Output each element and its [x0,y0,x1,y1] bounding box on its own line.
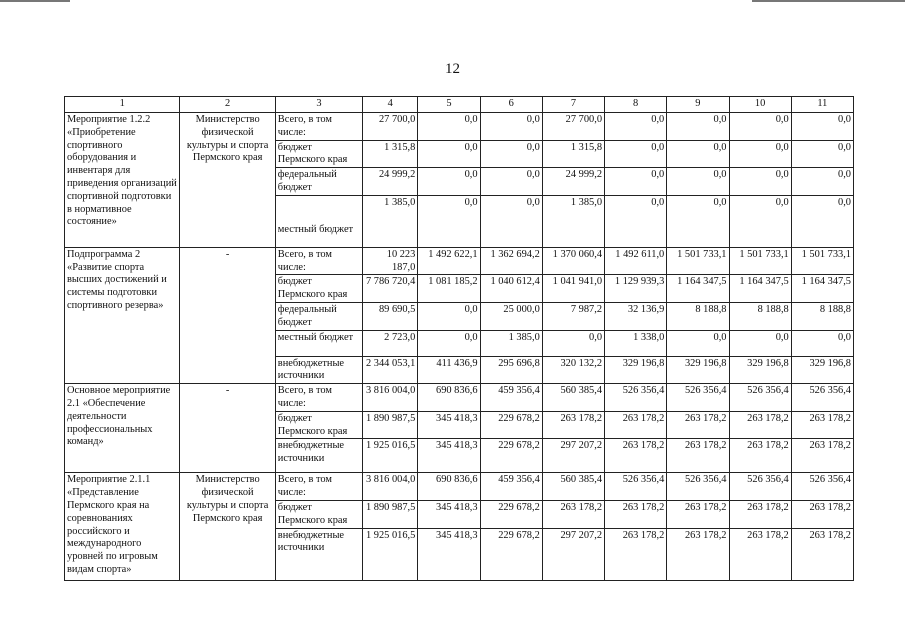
funding-source-cell: внебюджетные источники [275,528,362,580]
amount-cell: 263 178,2 [791,528,853,580]
column-header: 5 [418,97,480,113]
amount-cell: 1 385,0 [542,195,604,247]
amount-cell: 0,0 [729,140,791,168]
funding-source-cell: бюджет Пермского края [275,411,362,439]
amount-cell: 263 178,2 [542,411,604,439]
amount-cell: 0,0 [605,113,667,141]
amount-cell: 1 501 733,1 [667,247,729,275]
amount-cell: 0,0 [418,330,480,356]
amount-cell: 27 700,0 [363,113,418,141]
amount-cell: 0,0 [729,168,791,196]
table-body [65,113,854,581]
funding-source-cell: бюджет Пермского края [275,500,362,528]
amount-cell: 345 418,3 [418,411,480,439]
amount-cell: 263 178,2 [791,411,853,439]
scan-top-line-left [0,0,70,2]
amount-cell: 0,0 [480,195,542,247]
column-header: 10 [729,97,791,113]
amount-cell: 526 356,4 [605,473,667,501]
amount-cell: 297 207,2 [542,528,604,580]
table-header-row [65,97,854,113]
amount-cell: 89 690,5 [363,302,418,330]
amount-cell: 295 696,8 [480,356,542,384]
amount-cell: 229 678,2 [480,411,542,439]
amount-cell: 690 836,6 [418,473,480,501]
amount-cell: 1 370 060,4 [542,247,604,275]
column-header: 3 [275,97,362,113]
amount-cell: 690 836,6 [418,384,480,412]
amount-cell: 0,0 [418,168,480,196]
amount-cell: 459 356,4 [480,384,542,412]
amount-cell: 2 344 053,1 [363,356,418,384]
amount-cell: 7 786 720,4 [363,275,418,303]
funding-source-cell: бюджет Пермского края [275,275,362,303]
amount-cell: 8 188,8 [729,302,791,330]
amount-cell: 0,0 [729,330,791,356]
amount-cell: 263 178,2 [605,411,667,439]
column-header: 7 [542,97,604,113]
amount-cell: 1 315,8 [363,140,418,168]
funding-source-cell: внебюджетные источники [275,439,362,473]
amount-cell: 8 188,8 [791,302,853,330]
funding-source-cell: внебюджетные источники [275,356,362,384]
amount-cell: 0,0 [791,140,853,168]
amount-cell: 7 987,2 [542,302,604,330]
funding-source-cell: бюджет Пермского края [275,140,362,168]
amount-cell: 0,0 [729,113,791,141]
activity-name-cell: Мероприятие 1.2.2 «Приобретение спортивного оборудования и инвентаря для приведения организаций спортивной подготовки в нормативное состояние» [65,113,180,248]
amount-cell: 1 338,0 [605,330,667,356]
executor-cell: Министерство физической культуры и спорта Пермского края [180,473,275,580]
amount-cell: 0,0 [791,113,853,141]
amount-cell: 0,0 [480,168,542,196]
amount-cell: 1 890 987,5 [363,411,418,439]
amount-cell: 560 385,4 [542,473,604,501]
amount-cell: 1 385,0 [363,195,418,247]
amount-cell: 263 178,2 [729,528,791,580]
amount-cell: 1 925 016,5 [363,528,418,580]
amount-cell: 229 678,2 [480,500,542,528]
amount-cell: 0,0 [418,113,480,141]
column-header: 2 [180,97,275,113]
column-header: 8 [605,97,667,113]
page-number: 12 [445,61,460,77]
amount-cell: 0,0 [605,140,667,168]
amount-cell: 329 196,8 [605,356,667,384]
funding-source-cell: федеральный бюджет [275,302,362,330]
amount-cell: 0,0 [480,113,542,141]
funding-source-cell: Всего, в том числе: [275,473,362,501]
amount-cell: 526 356,4 [791,384,853,412]
amount-cell: 1 041 941,0 [542,275,604,303]
amount-cell: 8 188,8 [667,302,729,330]
amount-cell: 1 164 347,5 [791,275,853,303]
activity-name-cell: Мероприятие 2.1.1 «Представление Пермского края на соревнованиях российского и международного уровней по игровым видам спорта» [65,473,180,580]
amount-cell: 263 178,2 [605,528,667,580]
column-header: 1 [65,97,180,113]
amount-cell: 1 501 733,1 [791,247,853,275]
amount-cell: 0,0 [729,195,791,247]
amount-cell: 1 362 694,2 [480,247,542,275]
executor-cell: Министерство физической культуры и спорта Пермского края [180,113,275,248]
amount-cell: 526 356,4 [791,473,853,501]
amount-cell: 329 196,8 [791,356,853,384]
funding-source-cell: местный бюджет [275,330,362,356]
amount-cell: 320 132,2 [542,356,604,384]
amount-cell: 526 356,4 [729,384,791,412]
amount-cell: 229 678,2 [480,439,542,473]
amount-cell: 1 492 611,0 [605,247,667,275]
funding-source-cell: Всего, в том числе: [275,247,362,275]
amount-cell: 10 223 187,0 [363,247,418,275]
amount-cell: 0,0 [791,168,853,196]
amount-cell: 526 356,4 [667,473,729,501]
column-header: 6 [480,97,542,113]
table-row [65,247,854,275]
amount-cell: 1 129 939,3 [605,275,667,303]
amount-cell: 297 207,2 [542,439,604,473]
amount-cell: 0,0 [667,168,729,196]
amount-cell: 526 356,4 [667,384,729,412]
amount-cell: 1 501 733,1 [729,247,791,275]
amount-cell: 0,0 [667,330,729,356]
amount-cell: 2 723,0 [363,330,418,356]
amount-cell: 263 178,2 [667,439,729,473]
activity-name-cell: Подпрограмма 2 «Развитие спорта высших достижений и системы подготовки спортивного резерва» [65,247,180,383]
executor-cell: - [180,247,275,383]
amount-cell: 263 178,2 [791,439,853,473]
column-header: 9 [667,97,729,113]
amount-cell: 329 196,8 [729,356,791,384]
amount-cell: 411 436,9 [418,356,480,384]
amount-cell: 1 040 612,4 [480,275,542,303]
amount-cell: 0,0 [605,168,667,196]
amount-cell: 0,0 [667,140,729,168]
amount-cell: 1 081 185,2 [418,275,480,303]
amount-cell: 526 356,4 [729,473,791,501]
amount-cell: 459 356,4 [480,473,542,501]
amount-cell: 32 136,9 [605,302,667,330]
amount-cell: 263 178,2 [605,439,667,473]
amount-cell: 3 816 004,0 [363,384,418,412]
amount-cell: 0,0 [542,330,604,356]
amount-cell: 0,0 [791,330,853,356]
executor-cell: - [180,384,275,473]
amount-cell: 0,0 [418,140,480,168]
amount-cell: 229 678,2 [480,528,542,580]
budget-table [64,96,854,581]
table-row [65,473,854,501]
amount-cell: 0,0 [480,140,542,168]
column-header: 11 [791,97,853,113]
amount-cell: 263 178,2 [667,411,729,439]
amount-cell: 1 492 622,1 [418,247,480,275]
amount-cell: 1 315,8 [542,140,604,168]
amount-cell: 263 178,2 [791,500,853,528]
amount-cell: 263 178,2 [729,439,791,473]
activity-name-cell: Основное мероприятие 2.1 «Обеспечение деятельности профессиональных команд» [65,384,180,473]
amount-cell: 0,0 [791,195,853,247]
amount-cell: 0,0 [418,195,480,247]
amount-cell: 27 700,0 [542,113,604,141]
amount-cell: 263 178,2 [729,500,791,528]
amount-cell: 1 925 016,5 [363,439,418,473]
amount-cell: 1 890 987,5 [363,500,418,528]
amount-cell: 263 178,2 [605,500,667,528]
amount-cell: 329 196,8 [667,356,729,384]
funding-source-cell: местный бюджет [275,195,362,247]
funding-source-cell: федеральный бюджет [275,168,362,196]
scan-top-line-right [752,0,905,2]
amount-cell: 0,0 [418,302,480,330]
column-header: 4 [363,97,418,113]
amount-cell: 263 178,2 [542,500,604,528]
amount-cell: 1 164 347,5 [667,275,729,303]
table-row [65,384,854,412]
amount-cell: 24 999,2 [363,168,418,196]
amount-cell: 1 164 347,5 [729,275,791,303]
amount-cell: 345 418,3 [418,439,480,473]
amount-cell: 24 999,2 [542,168,604,196]
amount-cell: 263 178,2 [667,528,729,580]
amount-cell: 0,0 [605,195,667,247]
amount-cell: 345 418,3 [418,528,480,580]
amount-cell: 560 385,4 [542,384,604,412]
amount-cell: 526 356,4 [605,384,667,412]
funding-source-cell: Всего, в том числе: [275,113,362,141]
amount-cell: 25 000,0 [480,302,542,330]
amount-cell: 263 178,2 [729,411,791,439]
amount-cell: 0,0 [667,195,729,247]
amount-cell: 0,0 [667,113,729,141]
amount-cell: 345 418,3 [418,500,480,528]
amount-cell: 3 816 004,0 [363,473,418,501]
amount-cell: 1 385,0 [480,330,542,356]
funding-source-cell: Всего, в том числе: [275,384,362,412]
table-row [65,113,854,141]
amount-cell: 263 178,2 [667,500,729,528]
